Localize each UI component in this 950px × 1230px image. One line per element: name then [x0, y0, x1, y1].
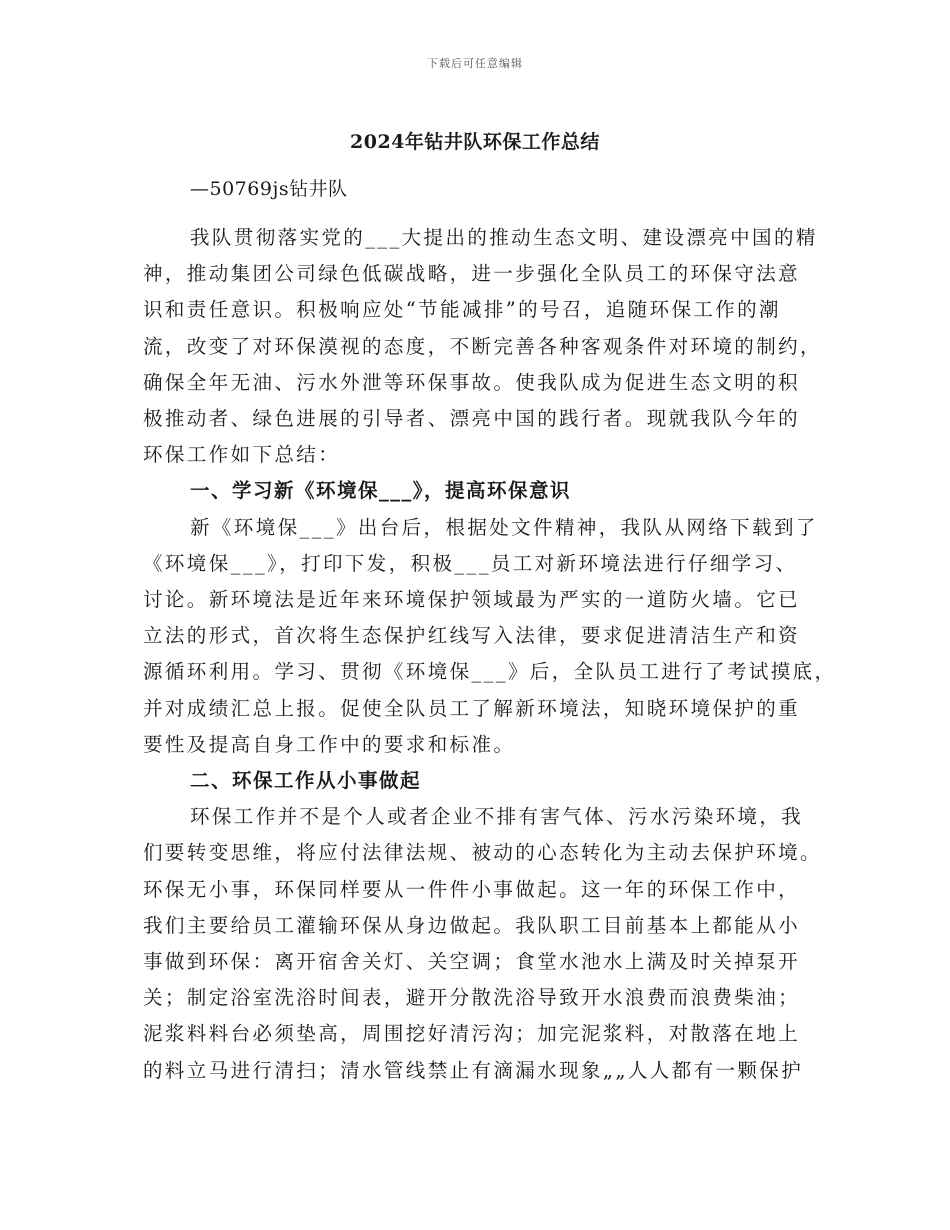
paragraph-line: 神，推动集团公司绿色低碳战略，进一步强化全队员工的环保守法意 [143, 262, 801, 286]
paragraph-line: 源循环利用。学习、贯彻《环境保___》后，全队员工进行了考试摸底， [143, 660, 837, 684]
paragraph-line: 要性及提高自身工作中的要求和标准。 [143, 732, 516, 756]
section-1-paragraph [143, 510, 837, 763]
paragraph-line: 环保无小事，环保同样要从一件件小事做起。这一年的环保工作中， [143, 877, 801, 901]
paragraph-line: 讨论。新环境法是近年来环境保护领域最为严实的一道防火墙。它已 [143, 588, 801, 612]
paragraph-line: 泥浆料料台必须垫高，周围挖好清污沟；加完泥浆料，对散落在地上 [143, 1022, 801, 1046]
paragraph-line: 的料立马进行清扫；清水管线禁止有滴漏水现象„„人人都有一颗保护 [143, 1058, 804, 1082]
paragraph-line: 流，改变了对环保漠视的态度，不断完善各种客观条件对环境的制约， [143, 334, 822, 358]
paragraph-line: 们要转变思维，将应付法律法规、被动的心态转化为主动去保护环境。 [143, 841, 822, 865]
section-2-paragraph [143, 799, 825, 1089]
paragraph-line: 事做到环保：离开宿舍关灯、关空调；食堂水池水上满及时关掉泵开 [143, 950, 801, 974]
paragraph-line: 我们主要给员工灌输环保从身边做起。我队职工目前基本上都能从小 [143, 913, 801, 937]
paragraph-line: 环保工作并不是个人或者企业不排有害气体、污水污染环境，我 [190, 805, 804, 829]
document-body [143, 220, 837, 1089]
paragraph-line: 我队贯彻落实党的___大提出的推动生态文明、建设漂亮中国的精 [190, 226, 818, 249]
paragraph-line: 《环境保___》，打印下发，积极___员工对新环境法进行仔细学习、 [143, 551, 798, 575]
paragraph-line: 新《环境保___》出台后，根据处文件精神，我队从网络下载到了 [190, 515, 818, 539]
paragraph-line: 环保工作如下总结： [143, 443, 341, 467]
section-heading-2: 二、环保工作从小事做起 [190, 769, 422, 793]
paragraph-line: 极推动者、绿色进展的引导者、漂亮中国的践行者。现就我队今年的 [143, 407, 801, 431]
paragraph-line: 识和责任意识。积极响应处“节能减排”的号召，追随环保工作的潮 [143, 298, 781, 322]
page-header-note: 下载后可任意编辑 [427, 57, 523, 70]
paragraph-line: 确保全年无油、污水外泄等环保事故。使我队成为促进生态文明的积 [143, 370, 801, 394]
document-byline: —50769js钻井队 [190, 178, 348, 200]
paragraph-line: 立法的形式，首次将生态保护红线写入法律，要求促进清洁生产和资 [143, 624, 801, 648]
document-title: 2024年钻井队环保工作总结 [350, 131, 600, 153]
intro-paragraph [143, 220, 825, 473]
paragraph-line: 并对成绩汇总上报。促使全队员工了解新环境法，知晓环境保护的重 [143, 696, 801, 720]
section-heading-1: 一、学习新《环境保___》，提高环保意识 [190, 479, 572, 503]
paragraph-line: 关；制定浴室洗浴时间表，避开分散洗浴导致开水浪费而浪费柴油； [143, 986, 801, 1010]
